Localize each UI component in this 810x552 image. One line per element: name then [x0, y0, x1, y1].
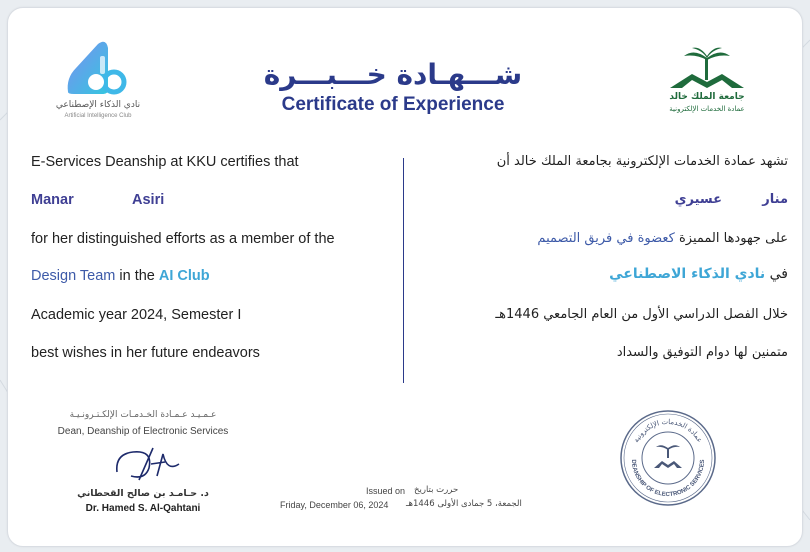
seal-bottom-text: DEANSHIP OF ELECTRONIC SERVICES — [629, 459, 707, 499]
ar-last-name: عسيري — [674, 192, 722, 207]
en-academic-year: Academic year 2024, Semester I — [31, 307, 242, 323]
kku-logo — [662, 46, 752, 116]
ar-first-name: منار — [762, 192, 788, 207]
en-efforts-line: for her distinguished efforts as a member of the — [31, 231, 335, 247]
kku-name-ar: جامعة الملك خالد — [669, 92, 745, 102]
dean-name-en: Dr. Hamed S. Al-Qahtani — [85, 503, 201, 514]
dean-title-ar: عـمـيـد عـمـادة الخـدمـات الإلكـتـرونـيـة — [69, 410, 217, 420]
ai-club-logo-icon — [48, 38, 148, 98]
center-divider — [403, 158, 404, 383]
deanship-seal — [618, 408, 718, 508]
en-best-wishes: best wishes in her future endeavors — [31, 345, 260, 361]
signature-mark — [113, 442, 183, 484]
kku-deanship-ar: عمادة الخدمات الإلكترونية — [669, 105, 745, 113]
en-last-name: Asiri — [132, 192, 165, 208]
certificate-card — [7, 7, 803, 547]
issued-label-en: Issued on — [366, 486, 406, 496]
en-in-the: in the — [115, 268, 159, 284]
issued-date-en: Friday, December 06, 2024 — [280, 500, 389, 510]
ai-club-name-en: Artificial Intelligence Club — [64, 113, 132, 119]
en-first-name: Manar — [31, 192, 74, 208]
seal-top-text: عمادة الخدمات الإلكترونية — [632, 417, 704, 444]
en-team-line — [31, 268, 210, 284]
en-team-name: Design Team — [31, 268, 116, 284]
ar-semester-line: خلال الفصل الدراسي الأول من العام الجامعي 1446هـ — [495, 307, 788, 322]
ar-best-wishes: متمنين لها دوام التوفيق والسداد — [616, 345, 788, 360]
issued-date-ar: الجمعة، 5 جمادى الأولى 1446هـ — [406, 499, 522, 509]
ar-efforts-prefix: على جهودها المميزة — [674, 231, 788, 246]
dean-name-ar: د. حـامـد بن صالح القحطاني — [77, 488, 209, 499]
palm-tree-icon — [662, 46, 752, 92]
ar-club-line — [609, 266, 788, 282]
certificate-title-en: Certificate of Experience — [281, 94, 505, 115]
ar-club-prefix: في — [765, 266, 788, 282]
en-certifies-line: E-Services Deanship at KKU certifies that — [31, 154, 299, 170]
dean-title-en: Dean, Deanship of Electronic Services — [57, 426, 229, 437]
en-club-name: AI Club — [158, 268, 210, 284]
ai-club-logo — [48, 38, 148, 122]
certificate-title-ar: شـــهـادة خـــبـــرة — [263, 58, 523, 91]
ar-certifies-line: تشهد عمادة الخدمات الإلكترونية بجامعة الملك خالد أن — [496, 154, 788, 169]
ar-efforts-line — [537, 231, 788, 246]
ai-club-name-ar: نادي الذكاء الإصطناعي — [55, 100, 141, 110]
ar-team-name: كعضوة في فريق التصميم — [537, 231, 675, 246]
issued-label-ar: حررت بتاريخ — [414, 485, 459, 495]
ar-club-name: نادي الذكاء الاصطناعي — [609, 266, 766, 282]
